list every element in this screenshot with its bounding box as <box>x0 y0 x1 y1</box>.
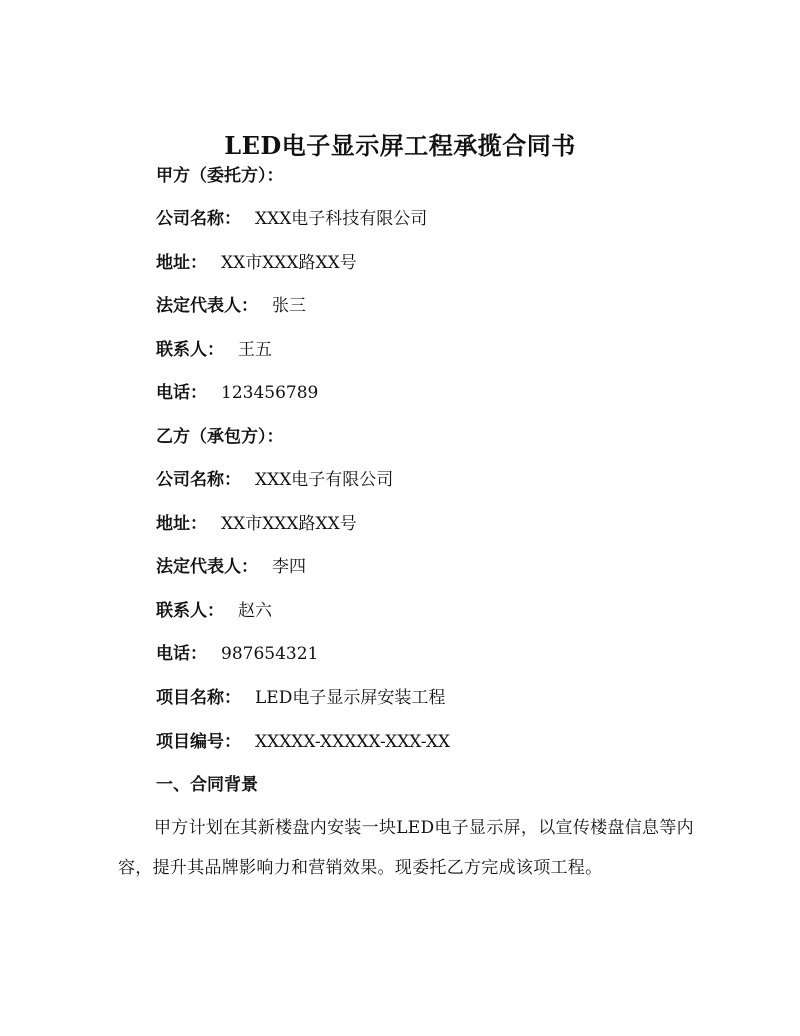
project-number-label: 项目编号： <box>156 732 241 752</box>
party-a-heading: 甲方（委托方）： <box>156 166 284 186</box>
party-b-legal-rep-label: 法定代表人： <box>156 557 258 577</box>
project-name-row <box>156 686 445 710</box>
party-b-legal-rep-row <box>156 555 306 579</box>
party-b-contact-value: 赵六 <box>238 601 272 621</box>
project-name-value: LED电子显示屏安装工程 <box>255 688 446 708</box>
party-a-address-value: XX市XXX路XX号 <box>221 253 357 273</box>
party-a-legal-rep-value: 张三 <box>272 296 306 316</box>
party-a-contact-row <box>156 338 272 362</box>
party-b-legal-rep-value: 李四 <box>272 557 306 577</box>
party-b-company-row <box>156 468 393 492</box>
party-b-phone-value: 987654321 <box>221 644 319 664</box>
party-a-contact-label: 联系人： <box>156 340 224 360</box>
project-number-row <box>156 730 450 754</box>
party-b-contact-label: 联系人： <box>156 601 224 621</box>
party-b-address-value: XX市XXX路XX号 <box>221 514 357 534</box>
party-a-phone-value: 123456789 <box>221 383 319 403</box>
party-b-company-value: XXX电子有限公司 <box>255 470 394 490</box>
party-b-phone-row <box>156 642 318 666</box>
document-title: LED电子显示屏工程承揽合同书 <box>224 131 576 160</box>
section-1-heading: 一、合同背景 <box>156 775 258 795</box>
party-a-company-value: XXX电子科技有限公司 <box>255 209 428 229</box>
party-b-heading: 乙方（承包方）： <box>156 427 284 447</box>
party-a-company-label: 公司名称： <box>156 209 241 229</box>
party-b-address-row <box>156 512 357 536</box>
party-a-contact-value: 王五 <box>238 340 272 360</box>
project-number-value: XXXXX-XXXXX-XXX-XX <box>255 732 451 752</box>
party-a-address-label: 地址： <box>156 253 207 273</box>
party-b-contact-row <box>156 599 272 623</box>
party-b-address-label: 地址： <box>156 514 207 534</box>
party-a-phone-label: 电话： <box>156 383 207 403</box>
party-b-phone-label: 电话： <box>156 644 207 664</box>
project-name-label: 项目名称： <box>156 688 241 708</box>
party-b-company-label: 公司名称： <box>156 470 241 490</box>
section-1-paragraph: 甲方计划在其新楼盘内安装一块LED电子显示屏，以宣传楼盘信息等内容，提升其品牌影响力和营销效果。现委托乙方完成该项工程。 <box>118 818 694 878</box>
party-a-legal-rep-label: 法定代表人： <box>156 296 258 316</box>
party-a-address-row <box>156 251 357 275</box>
party-a-legal-rep-row <box>156 294 306 318</box>
party-a-phone-row <box>156 381 318 405</box>
party-a-company-row <box>156 207 427 231</box>
